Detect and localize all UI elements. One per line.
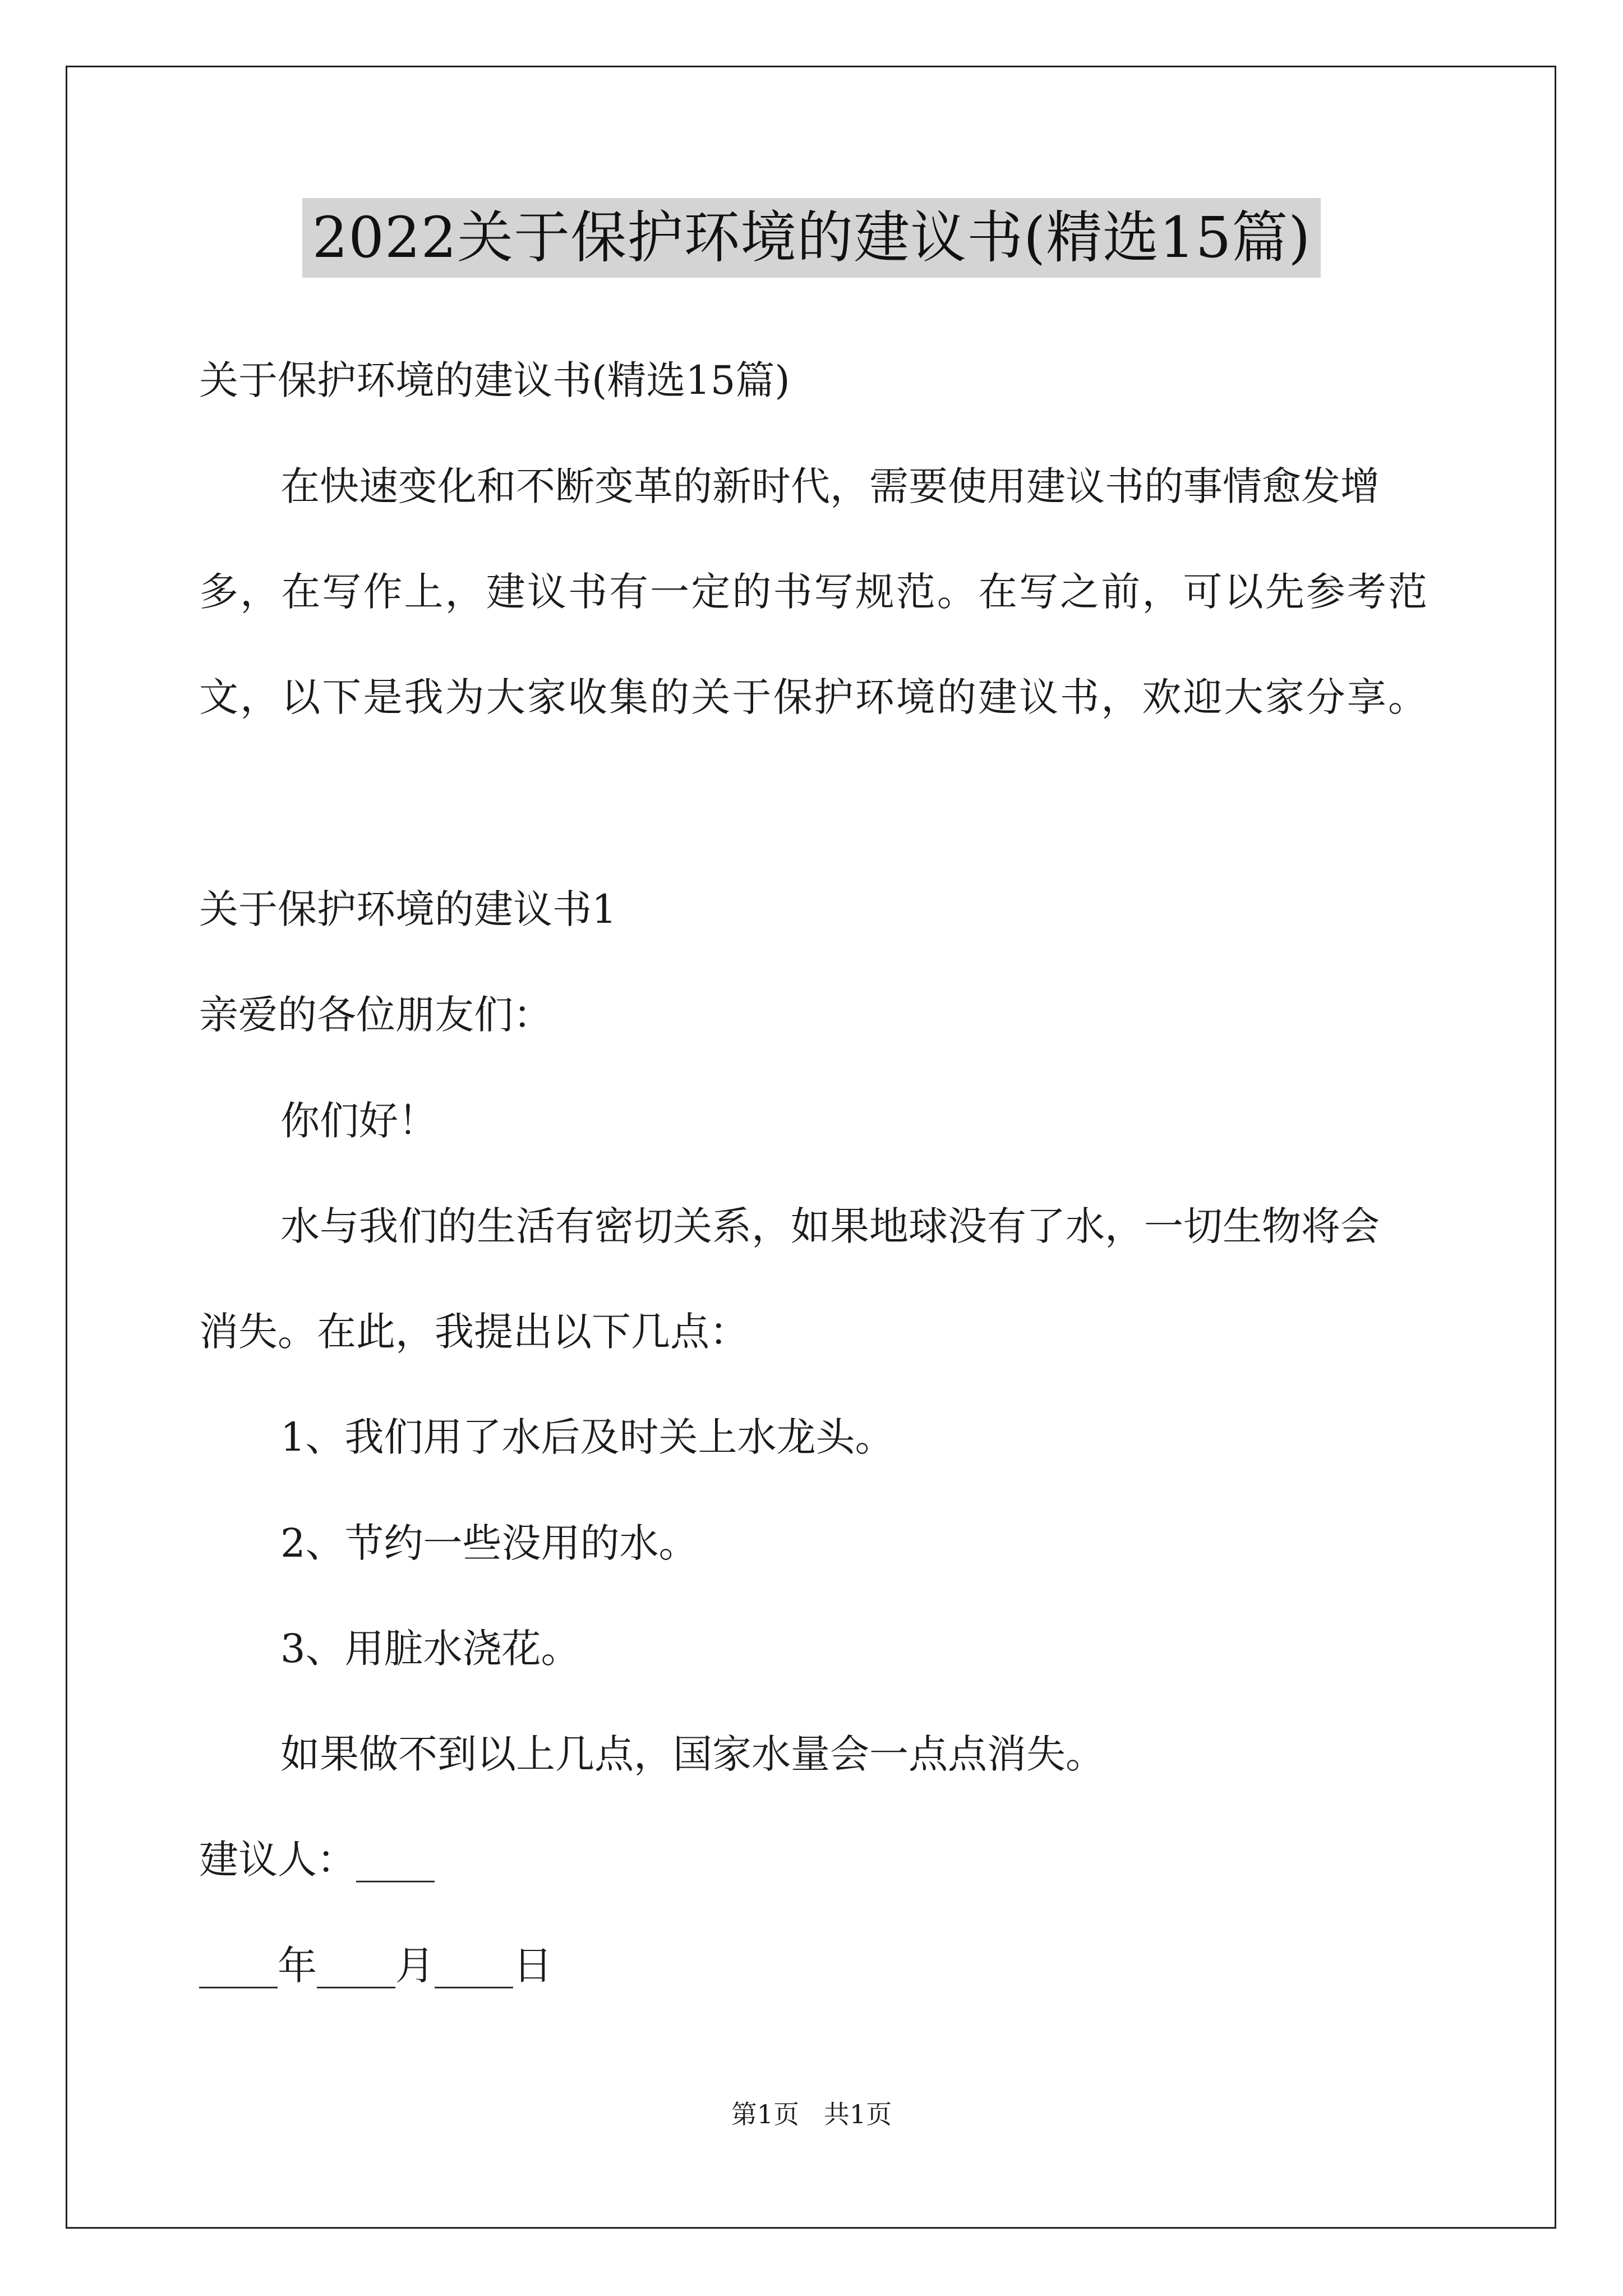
intro-line-2: 多，在写作上，建议书有一定的书写规范。在写之前，可以先参考范 [199, 569, 1427, 615]
conclusion: 如果做不到以上几点，国家水量会一点点消失。 [280, 1731, 1105, 1777]
list-item: 3、用脏水浇花。 [280, 1626, 580, 1672]
date-line: ____年____月____日 [199, 1943, 552, 1989]
intro-line-3: 文，以下是我为大家收集的关于保护环境的建议书，欢迎大家分享。 [199, 674, 1427, 720]
section-heading: 关于保护环境的建议书1 [199, 886, 617, 932]
greeting: 你们好！ [280, 1098, 437, 1144]
intro-line-1: 在快速变化和不断变革的新时代，需要使用建议书的事情愈发增 [280, 463, 1380, 509]
list-item: 1、我们用了水后及时关上水龙头。 [280, 1414, 895, 1460]
body-line-1: 水与我们的生活有密切关系，如果地球没有了水，一切生物将会 [280, 1203, 1380, 1249]
document-subtitle: 关于保护环境的建议书(精选15篇) [199, 357, 790, 403]
salutation: 亲爱的各位朋友们： [199, 992, 552, 1038]
body-line-2: 消失。在此，我提出以下几点： [199, 1309, 749, 1355]
document-title: 2022关于保护环境的建议书(精选15篇) [302, 198, 1321, 278]
list-item: 2、节约一些没用的水。 [280, 1520, 698, 1566]
title-area [0, 198, 1623, 278]
page-footer: 第1页 共1页 [731, 2099, 892, 2129]
proposer-line: 建议人：____ [199, 1837, 435, 1883]
